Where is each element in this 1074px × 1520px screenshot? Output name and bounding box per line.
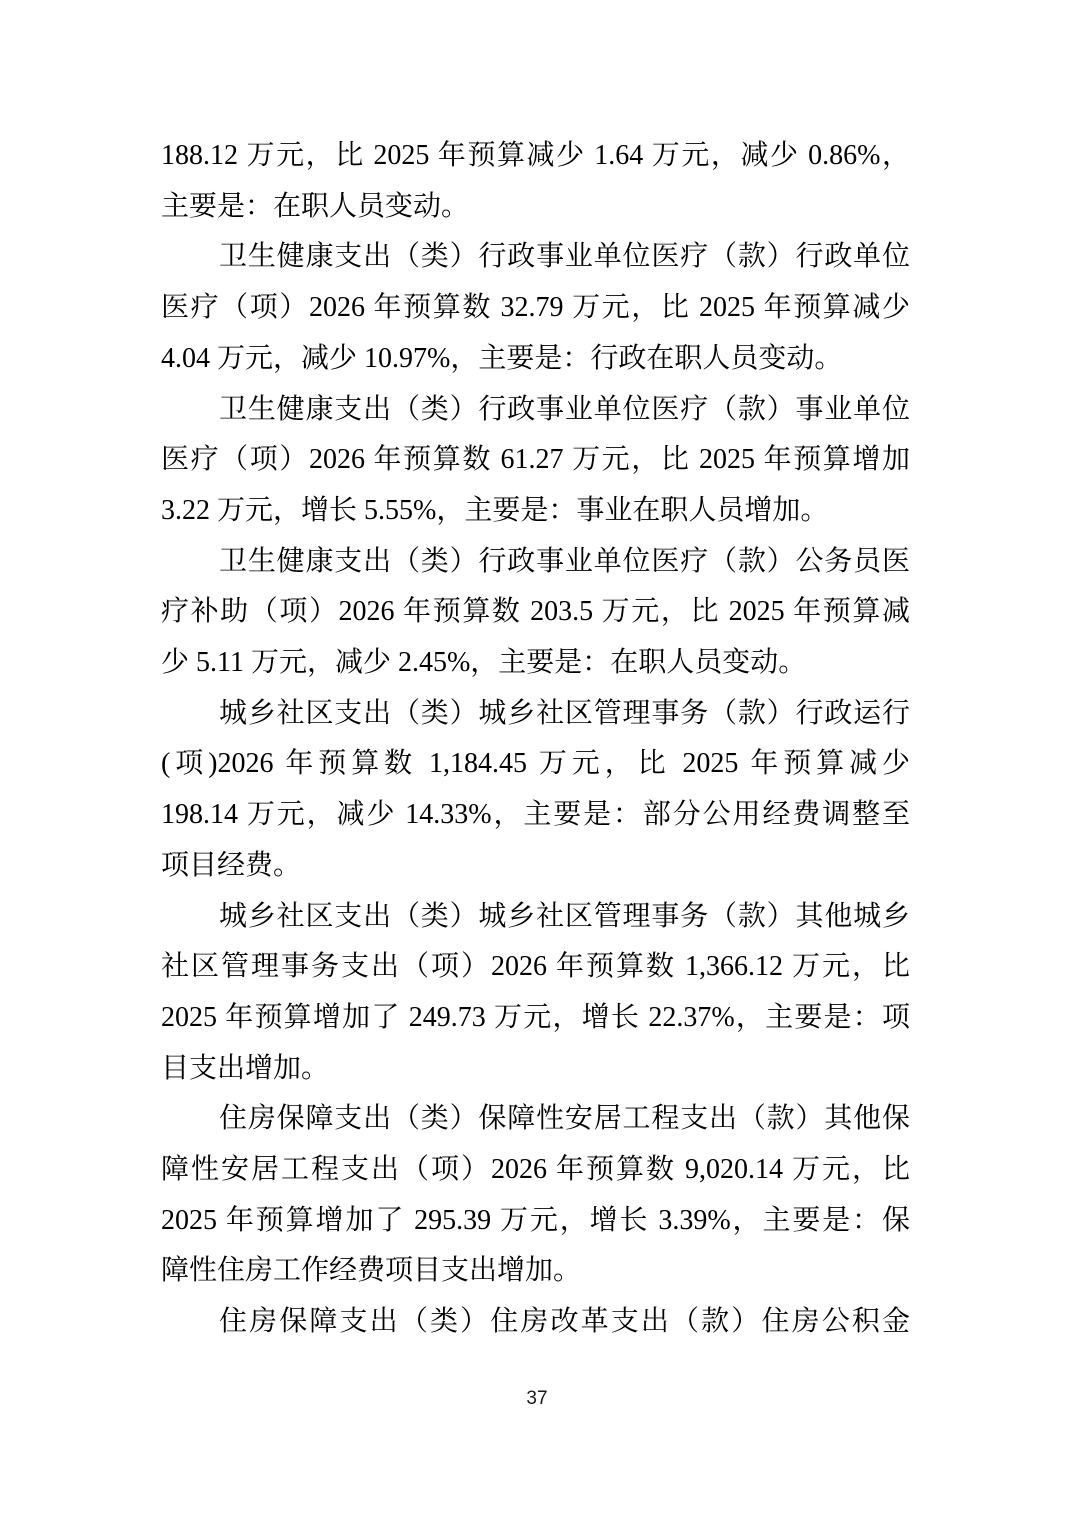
text-line: (项)2026 年预算数 1,184.45 万元，比 2025 年预算减少: [161, 748, 910, 780]
text-line: 医疗（项）2026 年预算数 61.27 万元，比 2025 年预算增加: [161, 444, 910, 476]
paragraph: [161, 537, 910, 689]
text-line: 社区管理事务支出（项）2026 年预算数 1,366.12 万元，比: [161, 951, 910, 983]
text-line: 项目经费。: [161, 849, 302, 881]
text-line: 卫生健康支出（类）行政事业单位医疗（款）行政单位: [219, 241, 910, 273]
text-line: 198.14 万元，减少 14.33%，主要是：部分公用经费调整至: [161, 799, 910, 831]
text-line: 住房保障支出（类）住房改革支出（款）住房公积金: [219, 1306, 910, 1338]
paragraph: [161, 385, 910, 537]
text-line: 城乡社区支出（类）城乡社区管理事务（款）其他城乡: [219, 900, 910, 932]
text-line: 城乡社区支出（类）城乡社区管理事务（款）行政运行: [219, 697, 910, 729]
text-line: 主要是：在职人员变动。: [161, 190, 470, 222]
text-line: 医疗（项）2026 年预算数 32.79 万元，比 2025 年预算减少: [161, 292, 910, 324]
paragraph: [161, 892, 910, 1095]
text-line: 2025 年预算增加了 249.73 万元，增长 22.37%，主要是：项: [161, 1001, 910, 1033]
text-line: 卫生健康支出（类）行政事业单位医疗（款）公务员医: [219, 545, 910, 577]
text-line: 2025 年预算增加了 295.39 万元，增长 3.39%，主要是：保: [161, 1204, 910, 1236]
text-line: 4.04 万元，减少 10.97%，主要是：行政在职人员变动。: [161, 342, 843, 374]
text-line: 卫生健康支出（类）行政事业单位医疗（款）事业单位: [219, 393, 910, 425]
text-line: 少 5.11 万元，减少 2.45%，主要是：在职人员变动。: [161, 647, 807, 679]
text-line: 疗补助（项）2026 年预算数 203.5 万元，比 2025 年预算减: [161, 596, 910, 628]
text-line: 目支出增加。: [161, 1052, 330, 1084]
text-line: 3.22 万元，增长 5.55%，主要是：事业在职人员增加。: [161, 494, 829, 526]
text-line: 住房保障支出（类）保障性安居工程支出（款）其他保: [219, 1103, 910, 1135]
paragraph: [161, 232, 910, 384]
text-line: 障性安居工程支出（项）2026 年预算数 9,020.14 万元，比: [161, 1154, 910, 1186]
paragraph: [161, 689, 910, 892]
text-line: 188.12 万元，比 2025 年预算减少 1.64 万元，减少 0.86%，: [161, 140, 910, 171]
paragraph: [161, 1297, 910, 1348]
page-number: 37: [526, 1388, 548, 1409]
paragraph: [161, 131, 910, 232]
text-line: 障性住房工作经费项目支出增加。: [161, 1255, 582, 1287]
paragraph: [161, 1094, 910, 1297]
body-text: [161, 131, 910, 1348]
